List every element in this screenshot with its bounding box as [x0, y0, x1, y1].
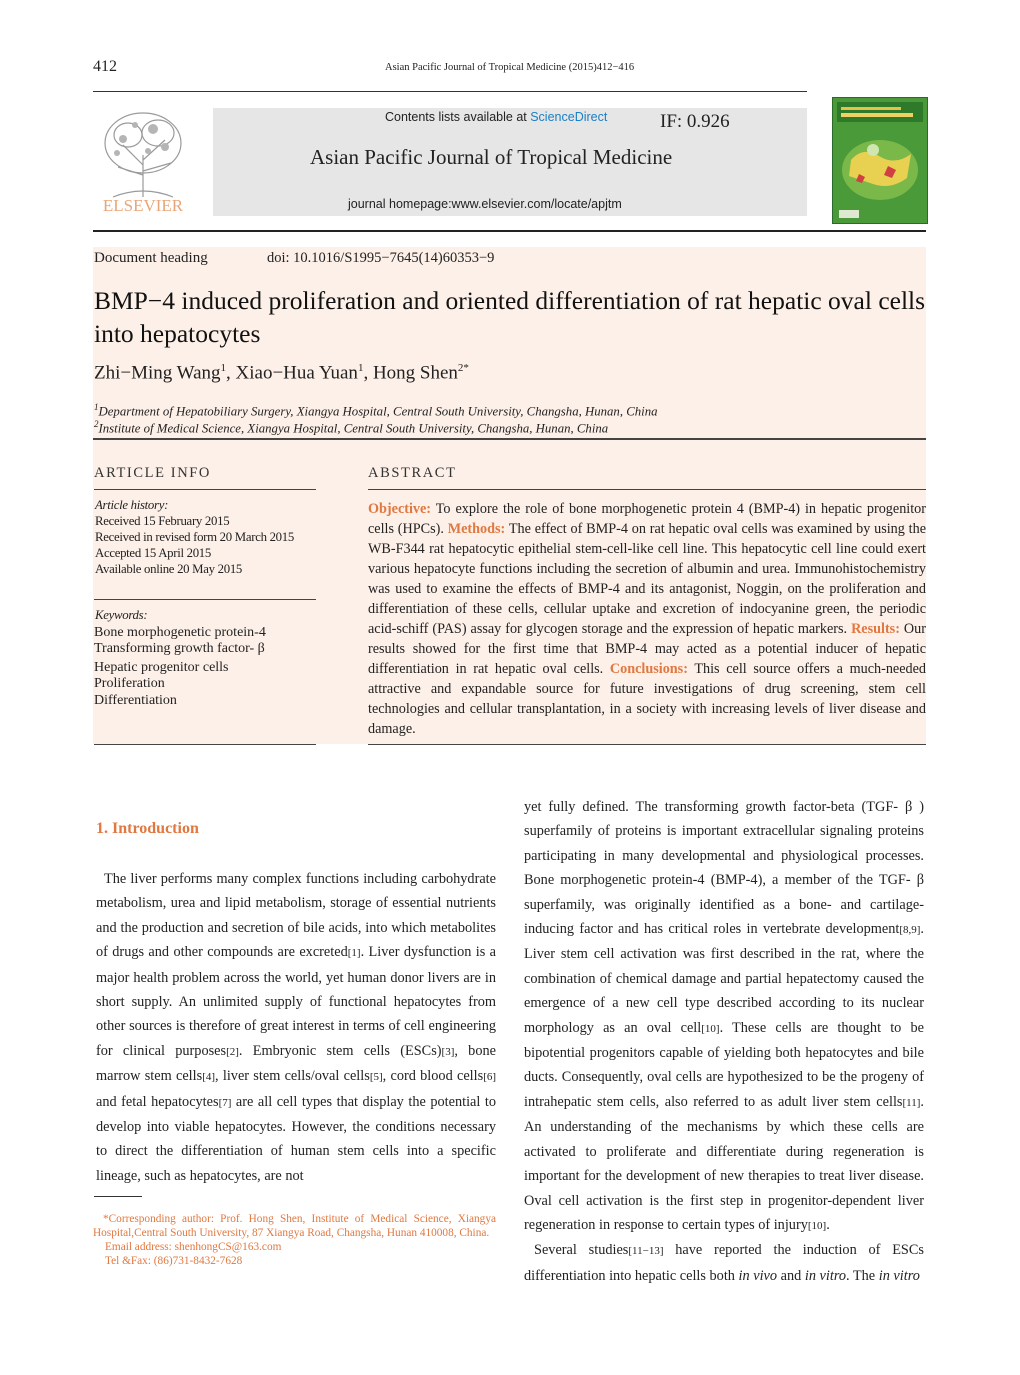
- body-text: . Embryonic stem cells (ESCs): [238, 1042, 442, 1059]
- keywords-rule: [94, 599, 316, 600]
- author-separator: ,: [226, 362, 236, 384]
- citation[interactable]: [11]: [902, 1096, 921, 1109]
- document-heading: Document heading: [94, 250, 208, 266]
- impact-factor: IF: 0.926: [660, 111, 730, 132]
- affiliation: [94, 419, 608, 436]
- body-text: , bone marrow stem cells: [96, 1042, 496, 1085]
- body-text: . Liver stem cell activation was first described in the rat, where the combination of chemical damage and partial hepatectomy caused the emergence of a new cell type described according to its nuclear morphology as an oval cell: [524, 921, 924, 1036]
- body-text: Several studies: [534, 1242, 629, 1259]
- italic-term: in vitro: [804, 1267, 847, 1284]
- affiliation-text: Institute of Medical Science, Xiangya Hospital, Central South University, Changsha, Hunan, China: [98, 421, 609, 436]
- body-text: have reported the induction of ESCs differentiation into hepatic cells both: [524, 1242, 924, 1284]
- citation[interactable]: [2]: [226, 1045, 239, 1058]
- author-name: Zhi−Ming Wang: [94, 362, 221, 384]
- article-info-bottom-rule: [94, 744, 316, 745]
- journal-cover-image: [833, 98, 927, 223]
- body-text: , cord blood cells: [382, 1068, 484, 1085]
- affiliation-sup: 1: [94, 402, 99, 412]
- methods-label: Methods:: [447, 521, 506, 537]
- citation[interactable]: [11−13]: [628, 1245, 664, 1258]
- corresponding-author: *Corresponding author: Prof. Hong Shen, Institute of Medical Science, Xiangya Hospital,Central South University, 87 Xiangya Road, Changsha, Hunan 410008, China.: [93, 1213, 496, 1239]
- front-matter-rule: [93, 438, 926, 440]
- history-item: Received in revised form 20 March 2015: [95, 530, 294, 544]
- author-separator: ,: [363, 362, 373, 384]
- abstract-heading: ABSTRACT: [368, 465, 457, 481]
- body-text: yet fully defined. The transforming growth factor-beta (TGF- β ) superfamily of proteins is important extracellular signaling proteins participating in many developmental and physiological processes. Bone morphogenetic protein-4 (BMP-4), a member of the TGF- β superfamily, was originally identified as a bone- and cartilage-inducing factor and has critical roles in vertebrate development: [524, 799, 924, 938]
- footnote: [93, 1212, 496, 1268]
- keyword: Transforming growth factor- β: [94, 641, 265, 656]
- email-address[interactable]: Email address: shenhongCS@163.com: [105, 1241, 282, 1253]
- article-title: BMP−4 induced proliferation and oriented differentiation of rat hepatic oval cells into hepatocytes: [94, 286, 926, 348]
- methods-text: The effect of BMP-4 on rat hepatic oval cells was examined by using the WB-F344 rat hepatocytic epithelial stem-cell-like cell line. This hepatocytic cell line could exert various hepatocyte functions including the secretion of albumin and urea. Immunohistochemistry was used to examine the effects of BMP-4 and its antagonist, Noggin, on the proliferation and differentiation of these cells, cellular uptake and excretion of indocyanine green, the periodic acid-schiff (PAS) assay for glycogen storage and the expression of hepatic markers.: [368, 521, 926, 637]
- elsevier-logo: [93, 105, 193, 215]
- objective-label: Objective:: [368, 501, 432, 517]
- header-rule: [93, 91, 807, 92]
- paragraph: [96, 867, 496, 1188]
- body-text: The liver performs many complex functions including carbohydrate metabolism, urea and lipid metabolism, storage of essential nutrients and the production and secretion of bile acids, into which metabolites of drugs and other compounds are excreted: [96, 871, 496, 961]
- running-head: Asian Pacific Journal of Tropical Medicine (2015)412−416: [385, 62, 635, 73]
- journal-title: Asian Pacific Journal of Tropical Medicine: [310, 145, 673, 169]
- conclusions-label: Conclusions:: [609, 661, 688, 677]
- body-text: are all cell types that display the potential to develop into viable hepatocytes. However, the conditions necessary to direct the differentiation of human stem cells into a specific lineage, such as hepatocytes, are not: [96, 1093, 497, 1184]
- citation[interactable]: [1]: [347, 947, 361, 960]
- results-text: Our results showed for the first time that BMP-4 may acted as a potential inducer of hepatic differentiation in rat hepatic oval cells.: [368, 621, 926, 677]
- history-item: Received 15 February 2015: [95, 514, 230, 528]
- abstract-bottom-rule: [368, 744, 926, 745]
- header-thick-rule: [93, 230, 926, 232]
- italic-term: in vitro: [878, 1267, 920, 1284]
- affiliation-sup: 2: [94, 419, 99, 429]
- journal-homepage[interactable]: journal homepage:www.elsevier.com/locate/apjtm: [348, 197, 622, 211]
- sciencedirect-link[interactable]: ScienceDirect: [530, 110, 608, 124]
- article-history-label: Article history:: [95, 498, 169, 512]
- history-item: Accepted 15 April 2015: [95, 546, 212, 560]
- section-heading: 1. Introduction: [96, 820, 199, 837]
- author-affil-sup: 1: [357, 362, 364, 374]
- page-number: 412: [93, 58, 117, 75]
- body-text: . These cells are thought to be bipotential progenitors capable of yielding both hepatocytes and bile ducts. Consequently, oval cells are hypothesized to be the progeny of intrahepatic stem cells, also referred to as adult liver stem cells: [524, 1019, 924, 1110]
- body-text: and fetal hepatocytes: [96, 1093, 219, 1110]
- keyword: Proliferation: [94, 676, 165, 691]
- tel-fax: Tel &Fax: (86)731-8432-7628: [105, 1255, 243, 1267]
- body-text: , liver stem cells/oval cells: [215, 1068, 370, 1085]
- elsevier-wordmark: ELSEVIER: [102, 196, 184, 215]
- conclusions-text: This cell source offers a much-needed attractive and expandable source for future investigations of drug screening, stem cell technologies and cellular transplantation, in a society with increasing levels of liver disease and damage.: [368, 661, 926, 737]
- italic-term: in vivo: [738, 1267, 778, 1284]
- keyword: Hepatic progenitor cells: [94, 660, 229, 675]
- author-list: [94, 362, 469, 384]
- objective-text: To explore the role of bone morphogenetic protein 4 (BMP-4) in hepatic progenitor cells (HPCs).: [368, 501, 926, 537]
- contents-prefix: Contents lists available at: [385, 110, 531, 124]
- author-affil-sup: 1: [220, 362, 227, 374]
- doi[interactable]: doi: 10.1016/S1995−7645(14)60353−9: [267, 250, 495, 266]
- body-text: .: [826, 1216, 830, 1233]
- keyword: Bone morphogenetic protein-4: [94, 625, 266, 640]
- paragraph: [524, 1238, 924, 1288]
- article-info-rule: [94, 489, 316, 490]
- citation[interactable]: [10]: [701, 1022, 720, 1035]
- body-text: . The: [846, 1267, 879, 1284]
- abstract-text: [368, 499, 926, 739]
- body-text: . An understanding of the mechanisms by which these cells are activated to proliferate and differentiate during regeneration is important for the development of new therapies to treat liver disease. Oval cell activation is the first step in progenitor-dependent liver regeneration in response to certain types of injury: [524, 1093, 924, 1233]
- body-text: and: [777, 1267, 805, 1284]
- keywords-label: Keywords:: [95, 608, 148, 622]
- affiliation-text: Department of Hepatobiliary Surgery, Xiangya Hospital, Central South University, Changsha, Hunan, China: [98, 404, 658, 419]
- body-column-left: [96, 867, 496, 1188]
- author-affil-sup: 2*: [457, 362, 469, 374]
- results-label: Results:: [851, 621, 900, 637]
- elsevier-tree-icon: [93, 105, 193, 215]
- citation[interactable]: [10]: [807, 1219, 827, 1232]
- contents-available: [385, 110, 607, 124]
- body-text: . Liver dysfunction is a major health problem across the world, yet human donor livers are in short supply. An unlimited supply of functional hepatocytes from other sources is therefore of great interest in terms of cell engineering for clinical purposes: [96, 944, 497, 1059]
- journal-cover: [832, 97, 928, 224]
- paragraph: [524, 795, 924, 1238]
- citation[interactable]: [7]: [218, 1096, 232, 1109]
- citation[interactable]: [8,9]: [899, 924, 921, 937]
- author-name: Xiao−Hua Yuan: [235, 362, 358, 384]
- footnote-rule: [94, 1196, 142, 1197]
- history-item: Available online 20 May 2015: [95, 562, 243, 576]
- keyword: Differentiation: [94, 693, 177, 708]
- citation[interactable]: [4]: [202, 1071, 216, 1084]
- citation[interactable]: [5]: [369, 1071, 383, 1084]
- body-column-right: [524, 795, 924, 1288]
- abstract-rule: [368, 489, 926, 490]
- affiliation: [94, 402, 658, 419]
- author-name: Hong Shen: [372, 362, 458, 384]
- citation[interactable]: [3]: [441, 1045, 455, 1058]
- citation[interactable]: [6]: [483, 1071, 497, 1084]
- article-info-heading: ARTICLE INFO: [94, 465, 212, 481]
